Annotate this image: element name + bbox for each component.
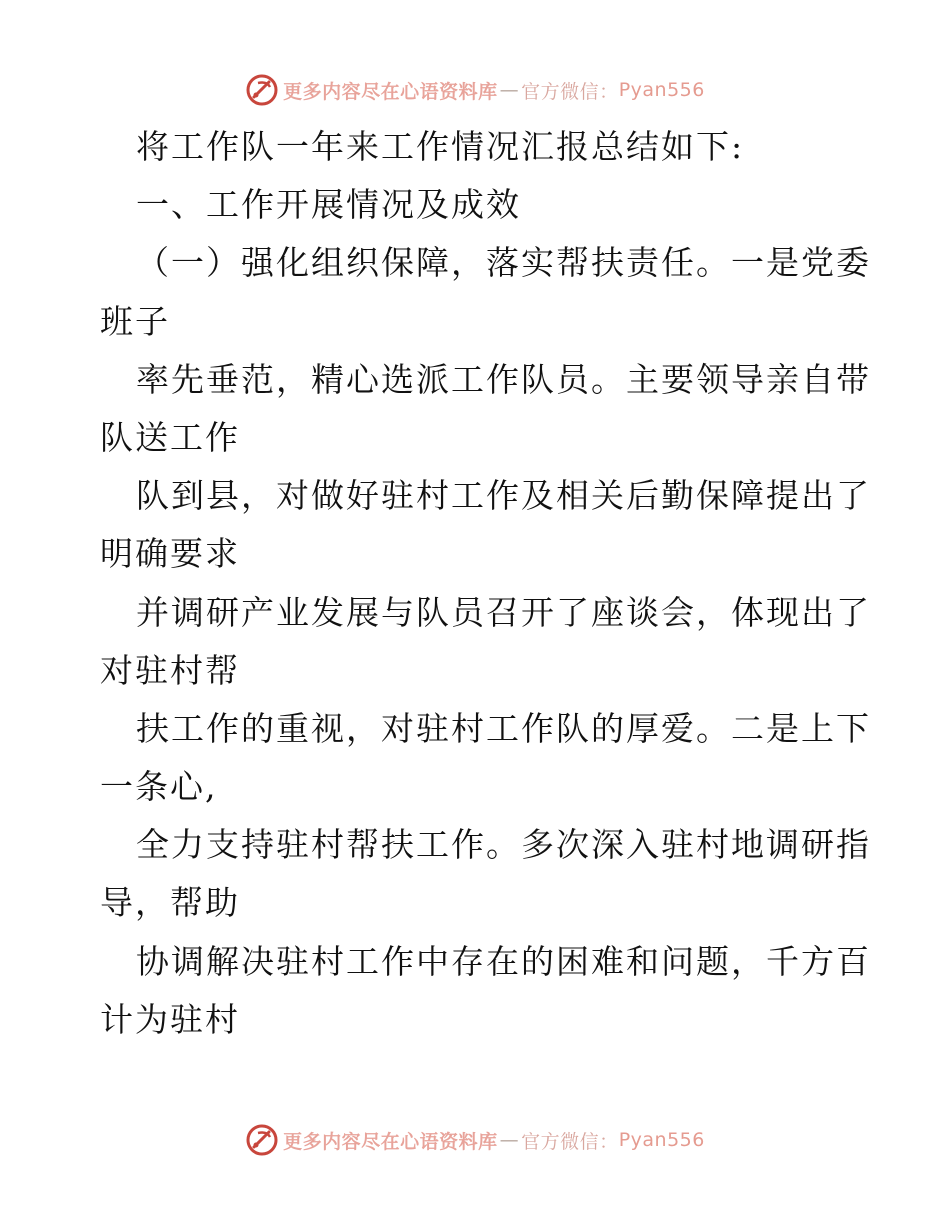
brand-logo-icon (245, 73, 279, 107)
header-banner-separator: — (499, 79, 520, 101)
body-line: 率先垂范，精心选派工作队员。主要领导亲自带 (136, 359, 871, 399)
section-heading: 一、工作开展情况及成效 (136, 185, 521, 225)
body-line: 队到县，对做好驻村工作及相关后勤保障提出了 (136, 476, 871, 516)
header-wechat-label: 官方微信： (521, 80, 619, 103)
body-line: 班子 (100, 301, 170, 341)
footer-banner (0, 1120, 950, 1160)
header-banner-text: 更多内容尽在心语资料库 (283, 80, 498, 103)
footer-banner-inner (245, 1123, 705, 1157)
footer-banner-text: 更多内容尽在心语资料库 (283, 1130, 498, 1153)
footer-wechat-id: Pyan556 (618, 1129, 705, 1151)
body-line: （一）强化组织保障，落实帮扶责任。一是党委 (136, 243, 871, 283)
body-line: 对驻村帮 (100, 650, 240, 690)
body-line: 并调研产业发展与队员召开了座谈会，体现出了 (136, 592, 871, 632)
body-line: 计为驻村 (100, 999, 240, 1039)
body-line: 协调解决驻村工作中存在的困难和问题，千方百 (136, 941, 871, 981)
body-line: 扶工作的重视，对驻村工作队的厚爱。二是上下 (136, 708, 871, 748)
body-line: 将工作队一年来工作情况汇报总结如下: (136, 127, 745, 166)
body-line: 明确要求 (100, 534, 240, 574)
body-line: 一条心, (100, 767, 218, 807)
footer-wechat-label: 官方微信： (521, 1130, 619, 1153)
footer-banner-separator: — (499, 1129, 520, 1151)
body-line: 队送工作 (100, 417, 240, 457)
header-wechat-id: Pyan556 (618, 79, 705, 101)
body-line: 全力支持驻村帮扶工作。多次深入驻村地调研指 (136, 825, 871, 865)
brand-logo-icon (245, 1123, 279, 1157)
document-body (100, 118, 871, 1049)
header-banner-inner (245, 73, 705, 107)
body-line: 导，帮助 (100, 883, 240, 923)
header-banner (0, 70, 950, 110)
